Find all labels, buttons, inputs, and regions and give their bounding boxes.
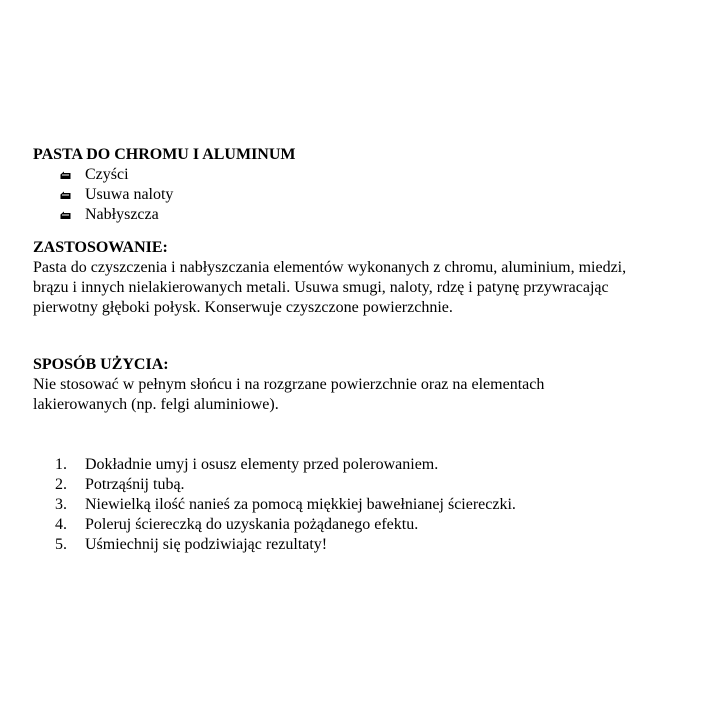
check-mark-icon bbox=[60, 170, 71, 180]
feature-item bbox=[33, 185, 693, 205]
step-number: 3. bbox=[55, 496, 67, 513]
usage-heading: SPOSÓB UŻYCIA: bbox=[33, 356, 169, 373]
step-item bbox=[33, 515, 693, 535]
application-line: Pasta do czyszczenia i nabłyszczania elementów wykonanych z chromu, aluminium, miedzi, bbox=[33, 259, 627, 276]
application-heading: ZASTOSOWANIE: bbox=[33, 239, 168, 256]
check-mark-icon bbox=[60, 190, 71, 200]
step-text: Dokładnie umyj i osusz elementy przed polerowaniem. bbox=[85, 456, 439, 473]
step-number: 1. bbox=[55, 456, 67, 473]
step-number: 4. bbox=[55, 516, 67, 533]
step-number: 5. bbox=[55, 536, 67, 553]
feature-label: Nabłyszcza bbox=[85, 206, 159, 223]
step-item bbox=[33, 495, 693, 515]
step-text: Niewielką ilość nanieś za pomocą miękkiej bawełnianej ściereczki. bbox=[85, 496, 516, 513]
step-item bbox=[33, 535, 693, 555]
application-line: pierwotny głęboki połysk. Konserwuje czyszczone powierzchnie. bbox=[33, 299, 453, 316]
application-line: brązu i innych nielakierowanych metali. Usuwa smugi, naloty, rdzę i patynę przywracając bbox=[33, 279, 609, 296]
feature-item bbox=[33, 205, 693, 225]
step-number: 2. bbox=[55, 476, 67, 493]
step-text: Poleruj ściereczką do uzyskania pożądanego efektu. bbox=[85, 516, 419, 533]
usage-line: lakierowanych (np. felgi aluminiowe). bbox=[33, 396, 279, 413]
feature-item bbox=[33, 165, 693, 185]
usage-line: Nie stosować w pełnym słońcu i na rozgrzane powierzchnie oraz na elementach bbox=[33, 376, 545, 393]
feature-label: Czyści bbox=[85, 166, 129, 183]
feature-list bbox=[33, 165, 693, 225]
step-text: Uśmiechnij się podziwiając rezultaty! bbox=[85, 536, 328, 553]
document-body bbox=[33, 145, 693, 555]
step-item bbox=[33, 475, 693, 495]
step-item bbox=[33, 455, 693, 475]
step-text: Potrząśnij tubą. bbox=[85, 476, 185, 493]
check-mark-icon bbox=[60, 210, 71, 220]
feature-label: Usuwa naloty bbox=[85, 186, 174, 203]
product-title: PASTA DO CHROMU I ALUMINUM bbox=[33, 146, 296, 163]
steps-list bbox=[33, 455, 693, 555]
